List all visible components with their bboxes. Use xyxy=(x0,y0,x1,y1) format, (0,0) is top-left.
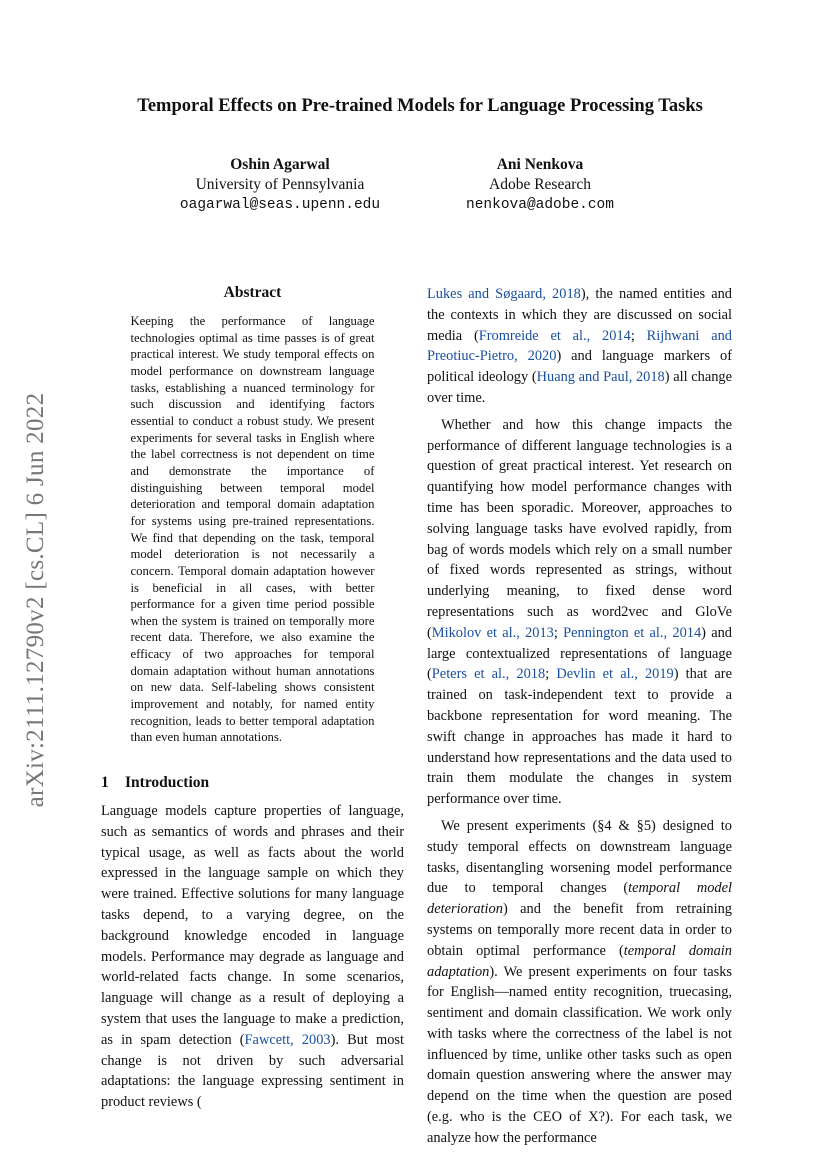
author-affiliation: University of Pennsylvania xyxy=(195,176,365,193)
citation-link[interactable]: Mikolov et al., 2013 xyxy=(431,624,554,641)
paragraph-text: ) that are trained on task-independent text to provide a backbone representation for word meaning. The swift change in approaches has made it hard to understand how representations and the data used to train them modulate the changes in system performance over time. xyxy=(427,666,732,808)
citation-link[interactable]: Fromreide et al., 2014 xyxy=(478,327,631,344)
citation-link[interactable]: Peters et al., 2018 xyxy=(431,666,546,683)
intro-paragraph-1-continued xyxy=(427,284,732,409)
abstract-heading: Abstract xyxy=(223,284,282,301)
citation-link[interactable]: Pennington et al., 2014 xyxy=(563,624,702,641)
paragraph-text: ), the named entities and the contexts in which they are discussed on social media ( xyxy=(427,286,732,344)
left-column xyxy=(101,284,404,1113)
paragraph-text: ) and large contextualized representations of language ( xyxy=(427,624,732,683)
intro-paragraph-1 xyxy=(101,801,404,1113)
citation-link[interactable]: Huang and Paul, 2018 xyxy=(536,369,665,386)
emphasized-term: temporal model deterioration xyxy=(427,880,732,918)
paragraph-text: ; xyxy=(545,666,557,683)
paragraph-text: ). But most change is not driven by such adversarial adaptations: the language expressing sentiment in product reviews ( xyxy=(101,1031,404,1111)
emphasized-term: temporal domain adaptation xyxy=(427,942,732,980)
paragraph-text: Whether and how this change impacts the performance of different language technologies is a question of great practical interest. Yet research on quantifying how model performance changes with time has been sporadic. Moreover, approaches to solving language tasks have evolved rapidly, from bag of words models which rely on a small number of fixed words represented as strings, without underlying meaning, to fixed dense word representations such as word2vec and GloVe ( xyxy=(427,416,732,641)
author-affiliation: Adobe Research xyxy=(489,176,591,193)
section-number: 1 xyxy=(101,774,109,792)
paragraph-text: ; xyxy=(553,624,564,641)
citation-link[interactable]: Fawcett, 2003 xyxy=(244,1031,331,1048)
paragraph-text: ; xyxy=(630,327,647,344)
right-column xyxy=(427,284,732,1149)
abstract-text: Keeping the performance of language technologies optimal as time passes is of great practical interest. We study temporal effects on model performance on downstream language tasks, establishing a nuanced terminology for such discussion and identifying factors essential to conduct a robust study. We present experiments for several tasks in English where the label correctness is not dependent on time and demonstrate the importance of distinguishing between temporal model deterioration and temporal domain adaptation for systems using pre-trained representations. We find that depending on the task, temporal model deterioration is not necessarily a concern. Temporal domain adaptation however is beneficial in all cases, with better performance for a given time period possible when the system is trained on temporally more recent data. Therefore, we also examine the efficacy of two approaches for temporal domain adaptation without human annotations on new data. Self-labeling shows consistent improvement and notably, for named entity recognition, leads to better temporal adaptation than even human annotations. xyxy=(130,314,375,745)
paper-title: Temporal Effects on Pre-trained Models for Language Processing Tasks xyxy=(137,96,703,116)
citation-link[interactable]: Devlin et al., 2019 xyxy=(556,666,674,683)
paragraph-text: We present experiments (§4 & §5) designed to study temporal effects on downstream language tasks, disentangling worsening model performance due to temporal changes ( xyxy=(427,817,732,897)
arxiv-identifier xyxy=(22,380,50,820)
paragraph-text: ) and language markers of political ideology ( xyxy=(427,348,732,386)
paragraph-text: ) all change over time. xyxy=(427,369,732,406)
author-block-2 xyxy=(440,155,640,215)
intro-paragraph-3 xyxy=(427,816,732,1149)
section-heading-introduction xyxy=(101,774,404,792)
citation-link[interactable]: Lukes and Søgaard, 2018 xyxy=(427,286,581,302)
author-block-1 xyxy=(160,155,400,215)
intro-paragraph-2 xyxy=(427,415,732,810)
author-email: nenkova@adobe.com xyxy=(466,197,614,213)
citation-link[interactable]: Rijhwani and Preotiuc-Pietro, 2020 xyxy=(427,327,732,365)
paragraph-text: ) and the benefit from retraining systems on temporally more recent data in order to obtain optimal performance ( xyxy=(427,901,732,959)
section-title: Introduction xyxy=(125,774,210,792)
author-email: oagarwal@seas.upenn.edu xyxy=(179,197,381,213)
arxiv-identifier-text: arXiv:2111.12790v2 [cs.CL] 6 Jun 2022 xyxy=(22,392,49,808)
author-name: Ani Nenkova xyxy=(496,156,584,173)
paragraph-text: Language models capture properties of language, such as semantics of words and phrases and their typical usage, as well as facts about the world expressed in the language sample on which they were trained. Effective solutions for many language tasks depend, to a varying degree, on the background knowledge encoded in language models. Performance may degrade as language and world-related facts change. In some scenarios, language will change as a result of deploying a system that uses the language to make a prediction, as in spam detection ( xyxy=(101,803,404,1048)
paragraph-text: ). We present experiments on four tasks for English—named entity recognition, truecasing, sentiment and domain classification. We work only with tasks where the correctness of the label is not influenced by time, unlike other tasks such as open domain question answering where the answer may depend on the time when the question are posed (e.g. who is the CEO of X?). For each task, we analyze how the performance xyxy=(427,963,732,1146)
author-name: Oshin Agarwal xyxy=(230,156,330,173)
